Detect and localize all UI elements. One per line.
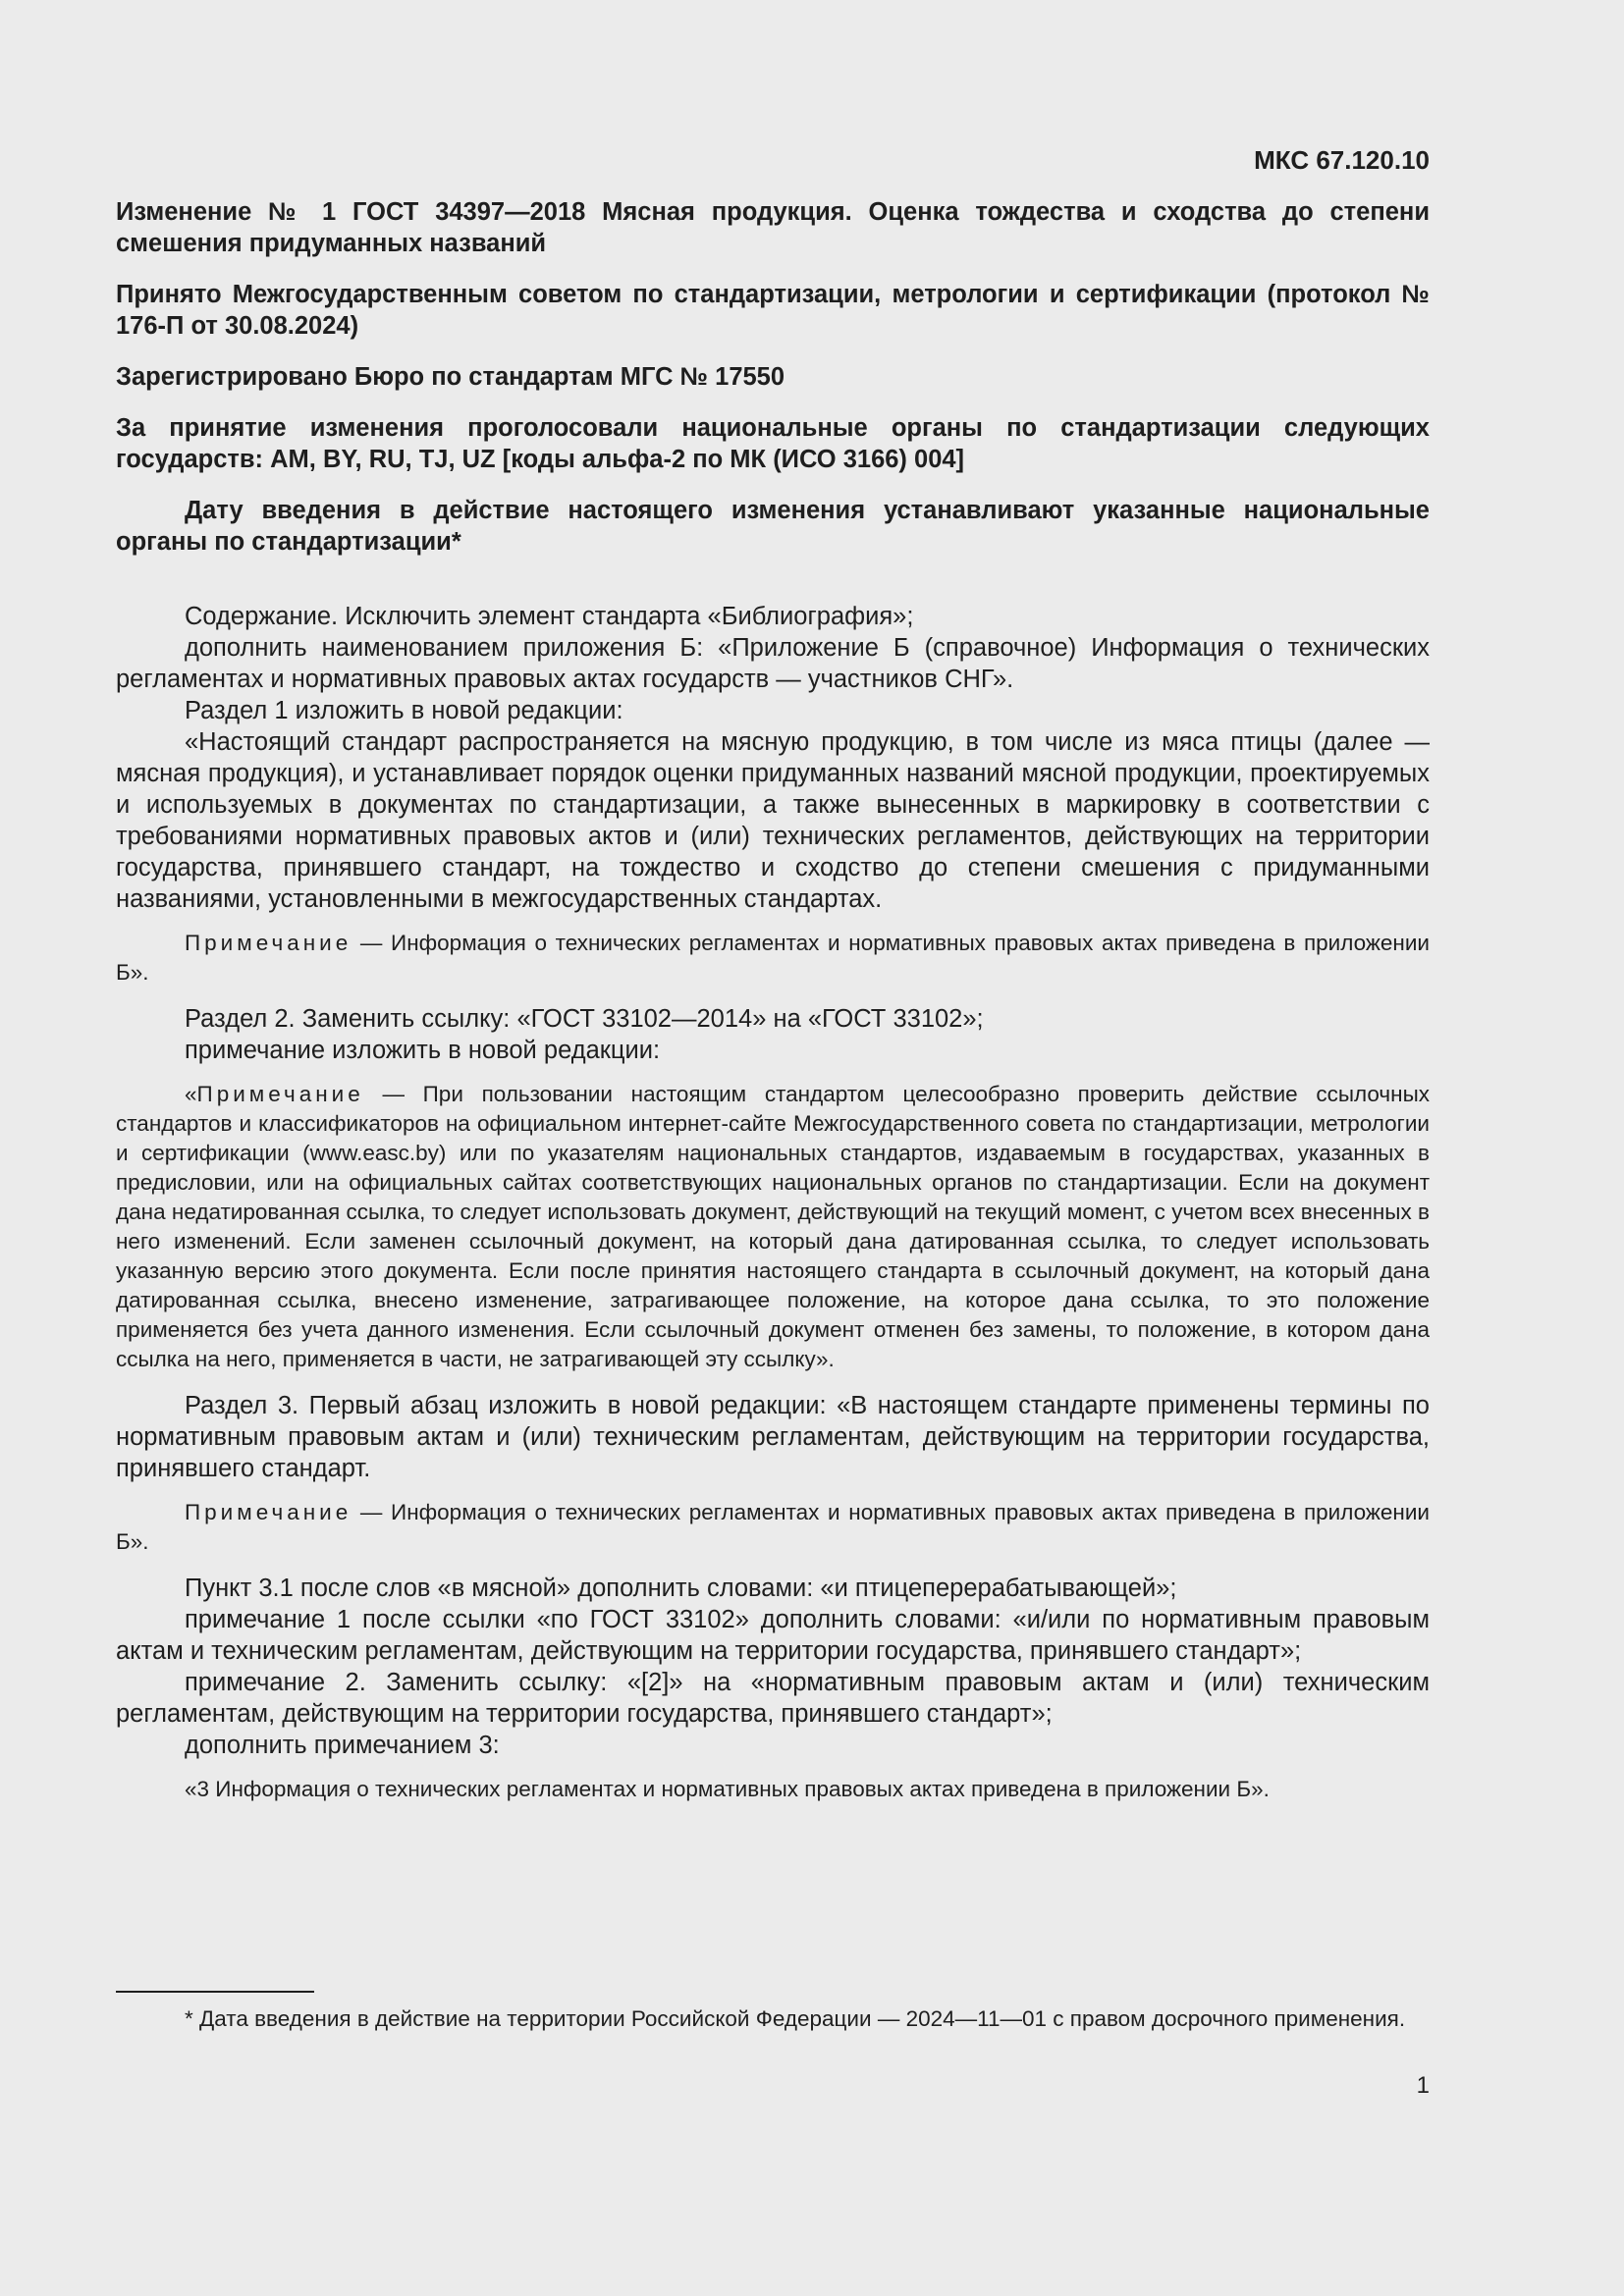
document-content bbox=[116, 143, 1430, 1820]
paragraph-note-edit: примечание изложить в новой редакции: bbox=[185, 1037, 661, 1064]
classification-code: МКС 67.120.10 bbox=[1254, 145, 1430, 175]
footnote: * Дата введения в действие на территории Российской Федерации — 2024—11—01 с правом досрочного применения. bbox=[185, 2006, 1406, 2031]
paragraph-add-note-3: дополнить примечанием 3: bbox=[185, 1732, 500, 1759]
note-4: «3 Информация о технических регламентах и нормативных правовых актах приведена в приложении Б». bbox=[185, 1777, 1270, 1801]
amendment-title: Изменение № 1 ГОСТ 34397—2018 Мясная продукция. Оценка тождества и сходства до степени смешения придуманных названий bbox=[116, 198, 1430, 257]
paragraph-item-3-1: Пункт 3.1 после слов «в мясной» дополнить словами: «и птицеперерабатывающей»; bbox=[185, 1575, 1177, 1602]
quote-mark: « bbox=[185, 1082, 197, 1106]
note-3 bbox=[116, 1498, 1430, 1557]
paragraph-scope: «Настоящий стандарт распространяется на мясную продукцию, в том числе из мяса птицы (далее — мясная продукция), и устанавливает порядок оценки придуманных названий мясной продукции, проектируемых и используемых в документах по стандартизации, а также вынесенных в маркировку в соответствии с требованиями нормативных правовых актов и (или) технических регламентов, действующих на территории государства, принявшего стандарт, на тождество и сходство до степени смешения с придуманными названиями, установленными в межгосударственных стандартах. bbox=[116, 728, 1430, 913]
paragraph-note-1-addition: примечание 1 после ссылки «по ГОСТ 33102» дополнить словами: «и/или по нормативным правовым актам и техническим регламентам, действующим на территории государства, принявшего стандарт»; bbox=[116, 1606, 1430, 1665]
note-text: — При пользовании настоящим стандартом целесообразно проверить действие ссылочных стандартов и классификаторов на официальном интернет-сайте Межгосударственного совета по стандартизации, метрологии и сертификации (www.easc.by) или по указателям национальных стандартов, издаваемым в государствах, указанных в предисловии, или на официальных сайтах соответствующих национальных органов по стандартизации. Если на документ дана недатированная ссылка, то следует использовать документ, действующий на текущий момент, с учетом всех внесенных в него изменений. Если заменен ссылочный документ, на который дана датированная ссылка, то следует использовать указанную версию этого документа. Если после принятия настоящего стандарта в ссылочный документ, на который дана датированная ссылка, внесено изменение, затрагивающее положение, на которое дана ссылка, то это положение применяется без учета данного изменения. Если ссылочный документ отменен без замены, то положение, в котором дана ссылка на него, применяется в части, не затрагивающей эту ссылку». bbox=[116, 1082, 1430, 1371]
registration-info: Зарегистрировано Бюро по стандартам МГС № 17550 bbox=[116, 363, 785, 391]
note-1 bbox=[116, 929, 1430, 988]
effective-date-note: Дату введения в действие настоящего изменения устанавливают указанные национальные органы по стандартизации* bbox=[116, 497, 1430, 556]
note-label: Примечание bbox=[185, 1500, 352, 1524]
note-2 bbox=[116, 1080, 1430, 1374]
page-number: 1 bbox=[1416, 2072, 1430, 2099]
paragraph-contents: Содержание. Исключить элемент стандарта «Библиография»; bbox=[185, 603, 914, 630]
paragraph-annex-b: дополнить наименованием приложения Б: «Приложение Б (справочное) Информация о технических регламентах и нормативных правовых актах государств — участников СНГ». bbox=[116, 634, 1430, 693]
paragraph-section-2: Раздел 2. Заменить ссылку: «ГОСТ 33102—2014» на «ГОСТ 33102»; bbox=[185, 1005, 984, 1033]
note-text: — Информация о технических регламентах и нормативных правовых актах приведена в приложении Б». bbox=[116, 931, 1430, 985]
note-label: Примечание bbox=[196, 1082, 364, 1106]
paragraph-section-3: Раздел 3. Первый абзац изложить в новой редакции: «В настоящем стандарте применены термины по нормативным правовым актам и (или) техническим регламентам, действующим на территории государства, принявшего стандарт. bbox=[116, 1392, 1430, 1482]
voting-states: За принятие изменения проголосовали национальные органы по стандартизации следующих государств: AM, BY, RU, TJ, UZ [коды альфа-2 по МК (ИСО 3166) 004] bbox=[116, 414, 1430, 473]
note-label: Примечание bbox=[185, 931, 352, 955]
note-text: — Информация о технических регламентах и нормативных правовых актах приведена в приложении Б». bbox=[116, 1500, 1430, 1554]
paragraph-note-2-replacement: примечание 2. Заменить ссылку: «[2]» на «нормативным правовым актам и (или) техническим регламентам, действующим на территории государства, принявшего стандарт»; bbox=[116, 1669, 1430, 1728]
footnote-divider bbox=[116, 1991, 314, 1993]
paragraph-section-1: Раздел 1 изложить в новой редакции: bbox=[185, 697, 623, 724]
adoption-info: Принято Межгосударственным советом по стандартизации, метрологии и сертификации (протокол № 176-П от 30.08.2024) bbox=[116, 281, 1430, 340]
